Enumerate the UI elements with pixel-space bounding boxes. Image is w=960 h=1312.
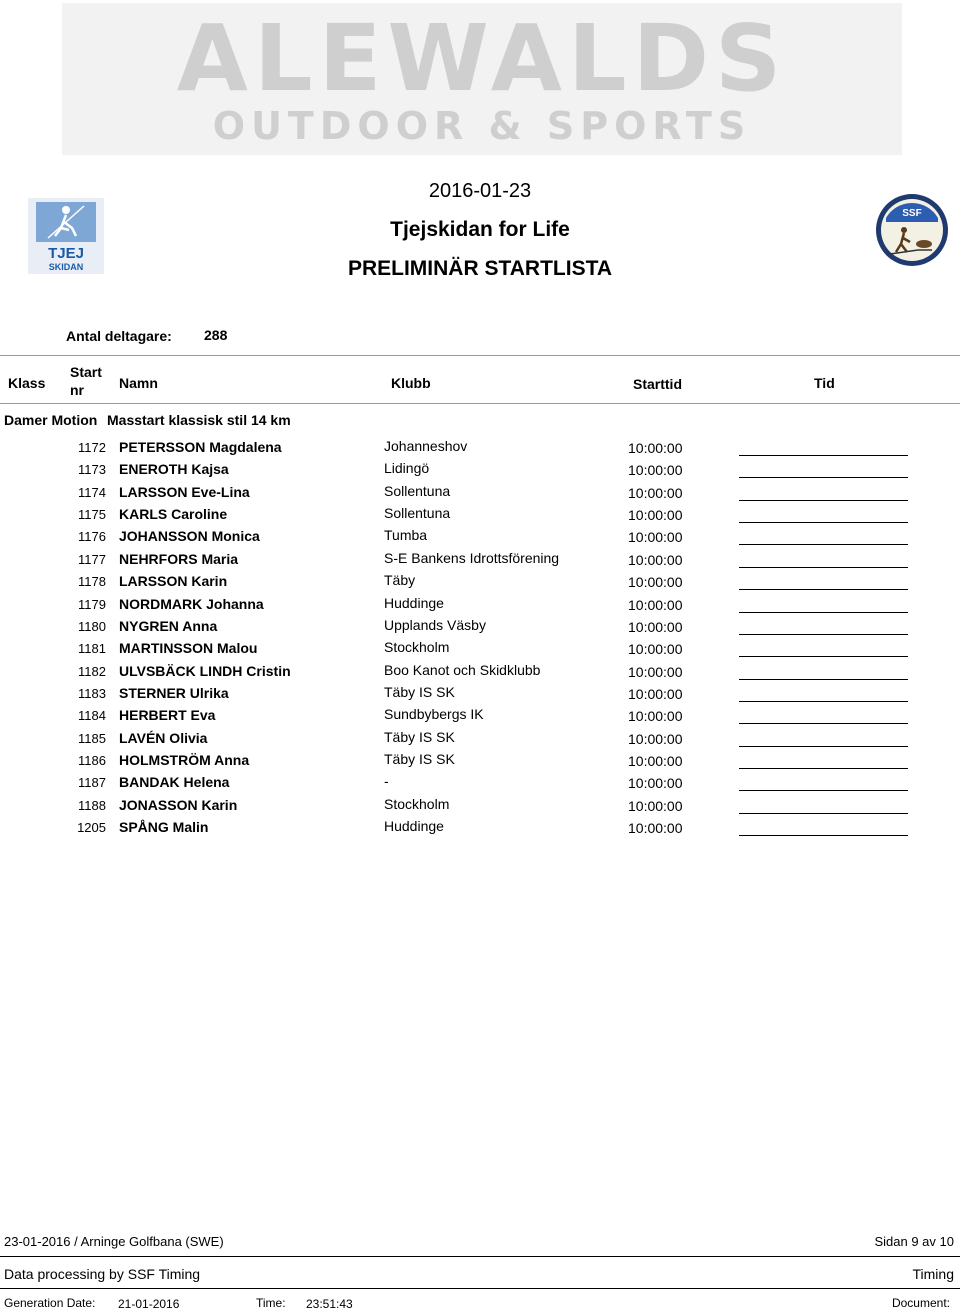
participant-name: MARTINSSON Malou [119,640,258,657]
participant-club: Boo Kanot och Skidklubb [384,661,541,678]
start-number: 1177 [78,551,106,567]
finish-time-blank [739,746,908,747]
table-row [0,572,960,594]
finish-time-blank [739,813,908,814]
participant-club: Stockholm [384,795,450,812]
participant-club: Huddinge [384,594,444,611]
table-row [0,818,960,840]
table-row [0,527,960,549]
participant-club: Huddinge [384,818,444,834]
column-header-tid: Tid [814,375,835,391]
participant-name: BANDAK Helena [119,774,230,791]
finish-time-blank [739,768,908,769]
finish-time-blank [739,656,908,657]
section-klass: Damer Motion [4,412,98,428]
participant-club: S-E Bankens Idrottsförening [384,549,560,566]
start-time: 10:00:00 [628,820,683,836]
table-row [0,438,960,460]
table-row [0,662,960,684]
header-bottom-rule [0,403,960,404]
finish-time-blank [739,679,908,680]
svg-text:SKIDAN: SKIDAN [48,262,84,272]
finish-time-blank [739,544,908,545]
finish-time-blank [739,567,908,568]
footer-timing: Timing [912,1266,954,1282]
race-date: 2016-01-23 [428,180,532,202]
start-time: 10:00:00 [628,440,683,456]
start-time: 10:00:00 [628,685,683,702]
column-header-namn: Namn [119,375,158,391]
start-number: 1178 [78,574,106,590]
participant-name: LAVÉN Olivia [119,729,208,746]
participant-count-label: Antal deltagare: [66,328,172,344]
start-number: 1180 [78,618,106,634]
participant-name: ULVSBÄCK LINDH Cristin [119,662,291,679]
document-title: PRELIMINÄR STARTLISTA [347,257,613,280]
footer-venue: 23-01-2016 / Arninge Golfbana (SWE) [4,1234,224,1249]
finish-time-blank [739,477,908,478]
header-top-rule [0,355,960,356]
participant-name: SPÅNG Malin [119,819,209,835]
start-number: 1176 [78,529,106,545]
start-time: 10:00:00 [628,618,683,635]
start-time: 10:00:00 [628,484,683,501]
column-header-start [70,363,102,399]
finish-time-blank [739,500,908,501]
start-number: 1172 [78,440,106,455]
table-row [0,505,960,527]
svg-text:SSF: SSF [902,208,922,219]
participant-name: STERNER Ulrika [119,684,229,701]
footer-gen-label: Generation Date: [4,1296,96,1310]
participant-club: Sollentuna [384,482,451,499]
table-row [0,639,960,661]
finish-time-blank [739,522,908,523]
start-time: 10:00:00 [628,730,683,747]
start-number: 1185 [78,730,106,746]
event-name: Tjejskidan for Life [390,218,570,241]
participant-club: Stockholm [384,639,450,656]
participant-name: HERBERT Eva [119,707,216,724]
table-row [0,684,960,706]
finish-time-blank [739,634,908,635]
participant-name: KARLS Caroline [119,506,228,523]
table-row [0,796,960,818]
start-time: 10:00:00 [628,775,683,792]
footer-processing: Data processing by SSF Timing [4,1266,201,1282]
footer-rule-1 [0,1256,960,1257]
finish-time-blank [739,790,908,791]
start-time: 10:00:00 [628,462,683,479]
participant-club: Lidingö [384,460,430,477]
start-number: 1179 [78,596,106,612]
start-number: 1188 [78,797,106,813]
start-number: 1186 [78,752,106,768]
participant-club: Täby IS SK [384,728,455,745]
participant-club: Täby [384,572,416,589]
start-time: 10:00:00 [628,797,683,814]
finish-time-blank [739,835,908,836]
table-row [0,751,960,773]
footer-gen-date: 21-01-2016 [118,1297,180,1311]
table-row [0,550,960,572]
column-header-starttid: Starttid [633,376,682,392]
participant-name: PETERSSON Magdalena [119,439,282,455]
table-row [0,460,960,482]
participant-club: Täby IS SK [384,750,455,767]
participant-name: HOLMSTRÖM Anna [119,751,250,768]
column-header-klass: Klass [8,375,46,391]
column-header-start-line2: nr [70,382,84,398]
start-number: 1175 [78,507,106,523]
participant-name: NEHRFORS Maria [119,550,239,567]
table-row [0,617,960,639]
footer-page: Sidan 9 av 10 [874,1234,954,1249]
footer-time-label: Time: [256,1296,286,1310]
participant-name: ENEROTH Kajsa [119,461,229,478]
start-number: 1182 [78,663,106,679]
sponsor-banner [62,3,902,155]
finish-time-blank [739,612,908,613]
start-number: 1174 [78,484,106,500]
start-number: 1184 [78,708,106,724]
participant-club: Sollentuna [384,505,451,522]
footer-time-value: 23:51:43 [306,1297,353,1311]
participant-count: 288 [204,327,228,343]
participant-name: JONASSON Karin [119,796,238,813]
participant-name: NYGREN Anna [119,617,218,634]
start-number: 1173 [78,462,106,478]
start-time: 10:00:00 [628,551,683,568]
finish-time-blank [739,723,908,724]
participant-name: LARSSON Karin [119,573,228,590]
participant-club: - [384,773,389,790]
sponsor-brand: ALEWALDS [176,5,788,112]
start-time: 10:00:00 [628,596,683,613]
start-time: 10:00:00 [628,752,683,769]
start-number: 1187 [78,775,106,791]
svg-text:TJEJ: TJEJ [48,245,84,262]
participant-club: Johanneshov [384,438,468,454]
start-time: 10:00:00 [628,663,683,680]
section-race: Masstart klassisk stil 14 km [107,412,291,428]
participant-club: Sundbybergs IK [384,706,484,723]
column-header-klubb: Klubb [391,375,431,391]
finish-time-blank [739,589,908,590]
footer-rule-2 [0,1288,960,1289]
start-number: 1181 [78,641,106,657]
column-header-start-line1: Start [70,364,102,380]
participant-name: JOHANSSON Monica [119,528,260,545]
sponsor-tagline: OUTDOOR & SPORTS [212,104,752,148]
start-time: 10:00:00 [628,529,683,546]
table-row [0,595,960,617]
finish-time-blank [739,455,908,456]
start-number: 1205 [77,820,106,835]
start-time: 10:00:00 [628,507,683,524]
start-time: 10:00:00 [628,574,683,591]
start-number: 1183 [78,685,106,701]
table-row [0,706,960,728]
start-time: 10:00:00 [628,641,683,658]
participant-name: NORDMARK Johanna [119,595,264,612]
table-row [0,729,960,751]
start-time: 10:00:00 [628,708,683,725]
footer-doc-label: Document: [891,1296,950,1310]
table-row [0,773,960,795]
finish-time-blank [739,701,908,702]
participant-club: Tumba [384,527,428,544]
participant-club: Upplands Väsby [384,616,486,633]
table-row [0,483,960,505]
participant-club: Täby IS SK [384,683,455,700]
participant-name: LARSSON Eve-Lina [119,483,250,500]
